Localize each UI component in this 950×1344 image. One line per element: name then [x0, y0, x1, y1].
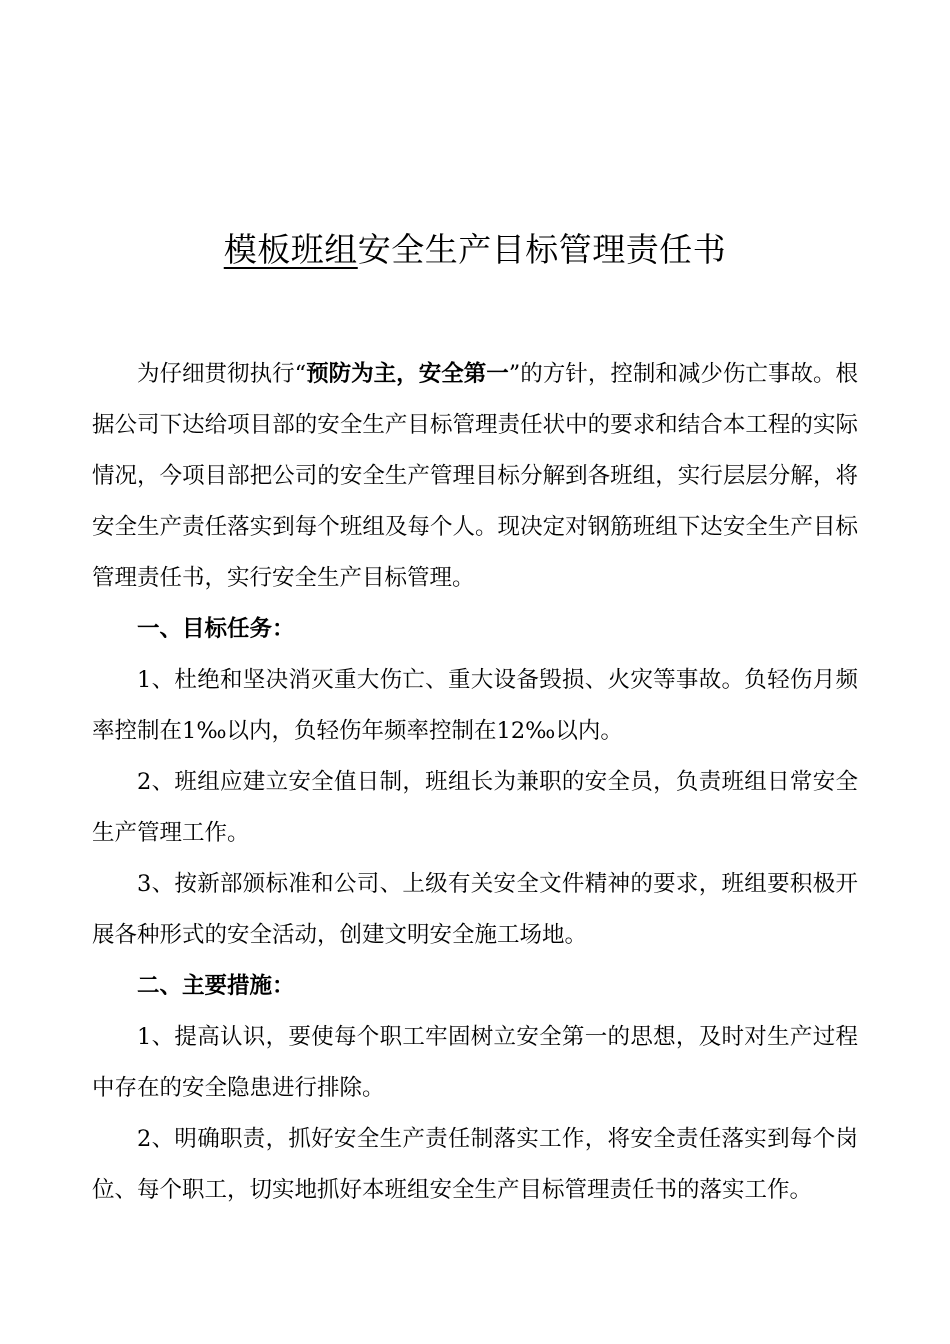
intro-bold-slogan: 预防为主，安全第一 — [306, 361, 509, 387]
section2-item-2: 2、明确职责，抓好安全生产责任制落实工作，将安全责任落实到每个岗位、每个职工，切实地抓好本班组安全生产目标管理责任书的落实工作。 — [92, 1126, 858, 1203]
document-title — [0, 224, 950, 276]
section1-item-2: 2、班组应建立安全值日制，班组长为兼职的安全员，负责班组日常安全生产管理工作。 — [92, 769, 858, 846]
section2-heading: 二、主要措施： — [137, 973, 295, 999]
section2-item-1: 1、提高认识，要使每个职工牢固树立安全第一的思想，及时对生产过程中存在的安全隐患进行排除。 — [92, 1024, 858, 1101]
section1-item-1: 1、杜绝和坚决消灭重大伤亡、重大设备毁损、火灾等事故。负轻伤月频率控制在1‰以内，负轻伤年频率控制在12‰以内。 — [92, 667, 858, 744]
title-rest: 安全生产目标管理责任书 — [357, 230, 727, 269]
intro-after: ”的方针，控制和减少伤亡事故。根据公司下达给项目部的安全生产目标管理责任状中的要求和结合本工程的实际情况，今项目部把公司的安全生产管理目标分解到各班组，实行层层分解，将安全生产责任落实到每个班组及每个人。现决定对钢筋班组下达安全生产目标管理责任书，实行安全生产目标管理。 — [92, 361, 858, 591]
document-body — [92, 349, 858, 1216]
title-underlined-part: 模板班组 — [223, 230, 358, 269]
intro-before: 为仔细贯彻执行“ — [137, 361, 307, 387]
section1-heading: 一、目标任务： — [137, 616, 295, 642]
section1-item-3: 3、按新部颁标准和公司、上级有关安全文件精神的要求，班组要积极开展各种形式的安全活动，创建文明安全施工场地。 — [92, 871, 858, 948]
intro-paragraph — [92, 349, 858, 604]
